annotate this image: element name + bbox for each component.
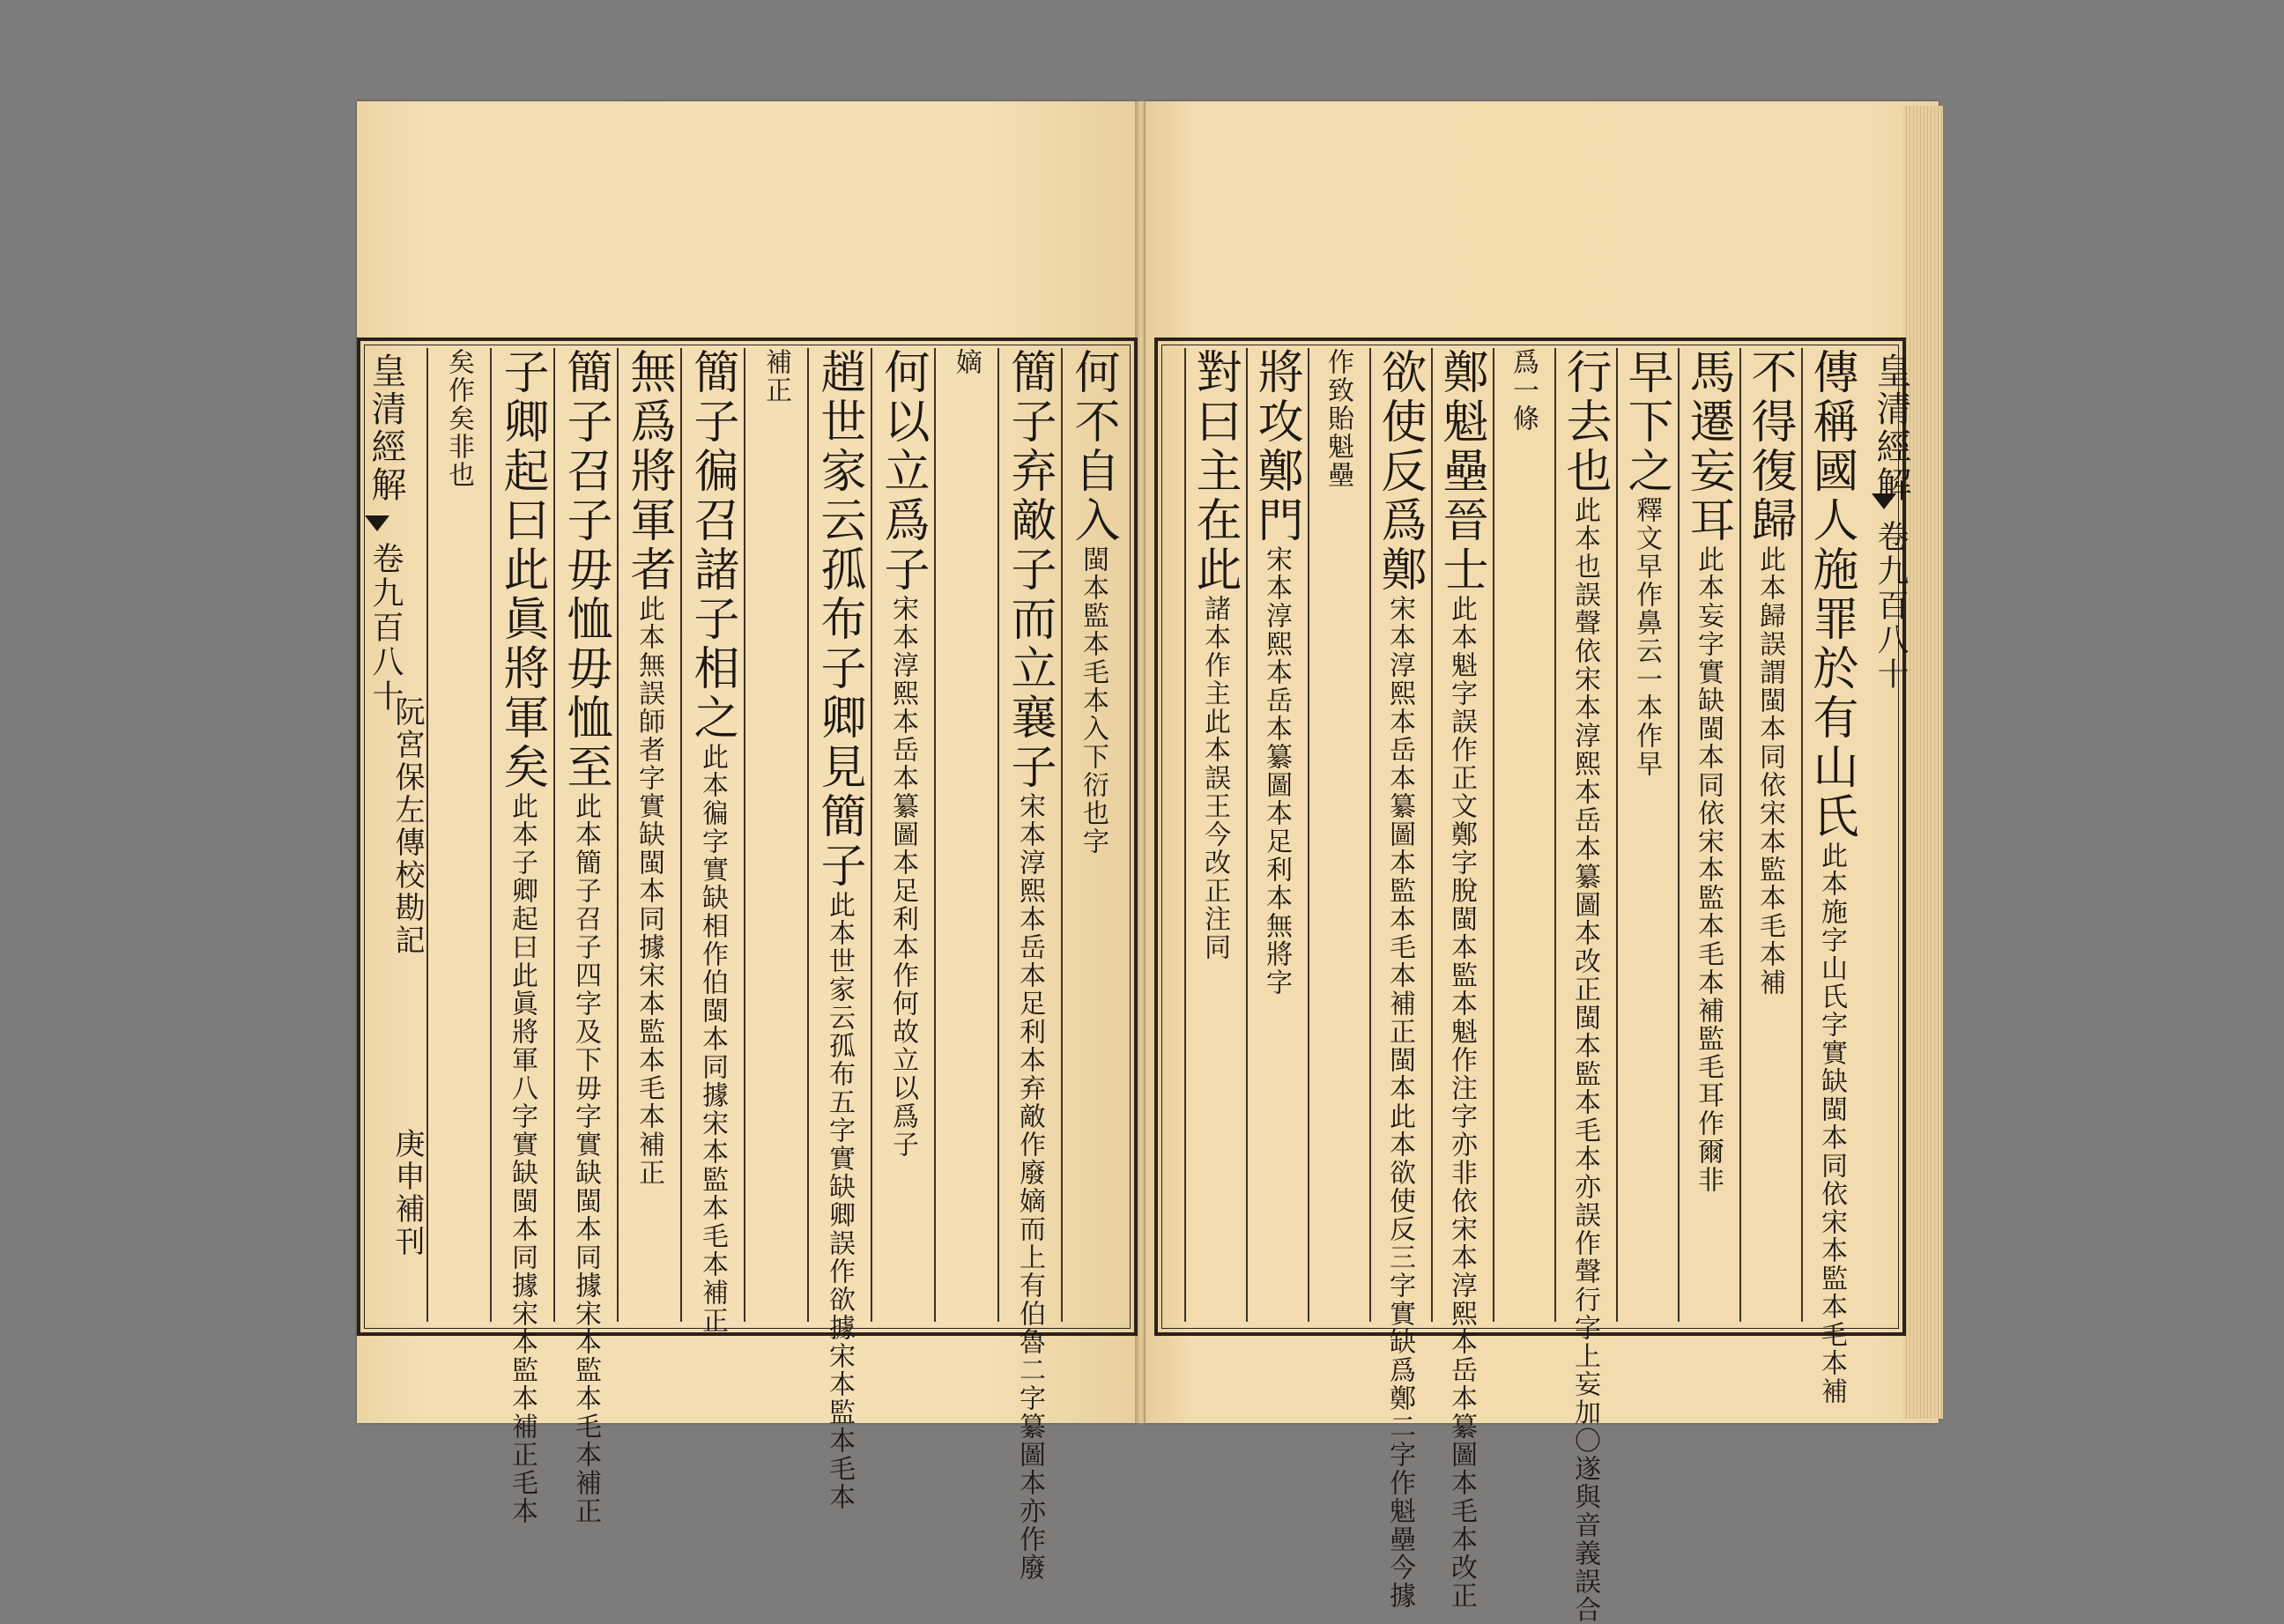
column-main-text: 無爲將軍者	[622, 348, 675, 595]
column-note-text: 宋本淳熙本岳本足利本弃敵作廢嫡而上有伯魯二字纂圖本亦作廢	[1014, 792, 1045, 1582]
left-margin-volume: 卷九百八十	[367, 542, 404, 714]
column-main-text: 行去也	[1558, 348, 1611, 496]
left-margin-footer: 庚申補刊	[389, 1128, 425, 1258]
text-column	[812, 348, 865, 1511]
right-margin-title: 皇清經解	[1871, 352, 1911, 504]
column-note-text: 釋文早作鼻云一本作早	[1631, 496, 1662, 778]
column-note-text: 此本魁字誤作正文鄭字脫閩本監本魁作注字亦非依宋本淳熙本岳本纂圖本毛本改正	[1446, 595, 1477, 1610]
column-rule	[1493, 348, 1494, 1322]
column-main-text: 早下之	[1620, 348, 1672, 496]
column-rule	[1678, 348, 1680, 1322]
column-rule	[934, 348, 936, 1322]
column-rule	[553, 348, 555, 1322]
column-rule	[1369, 348, 1371, 1322]
text-column	[876, 348, 929, 1322]
column-main-text: 簡子召子毋恤毋恤至	[559, 348, 612, 792]
column-note-text: 此本世家云孤布五字實缺卿誤作欲據宋本監本毛本	[824, 891, 855, 1511]
column-main-text: 欲使反爲鄭	[1373, 348, 1426, 595]
column-rule	[426, 348, 428, 1322]
column-rule	[1246, 348, 1248, 1322]
column-main-text: 對曰主在此	[1188, 348, 1241, 595]
column-note-text: 此本妄字實缺閩本同依宋本監本毛本補監毛耳作爾非	[1693, 545, 1724, 1194]
column-main-text: 子卿起曰此眞將軍矣	[495, 348, 548, 792]
column-main-text: 何不自入	[1066, 348, 1119, 545]
text-column	[1315, 348, 1361, 1322]
column-note-text: 嫡	[951, 348, 982, 376]
text-column	[495, 348, 548, 1525]
text-column	[435, 348, 481, 1322]
column-note-text: 爲一條	[1508, 348, 1539, 433]
text-column	[559, 348, 612, 1525]
column-main-text: 馬遷妄耳	[1681, 348, 1734, 545]
text-column	[1558, 348, 1611, 1624]
column-rule	[1554, 348, 1556, 1322]
column-note-text: 矣作矣非也	[443, 348, 474, 489]
column-main-text: 傳稱國人施罪於有山氏	[1805, 348, 1858, 842]
text-column	[1620, 348, 1672, 1322]
text-column	[1743, 348, 1796, 1322]
text-column	[686, 348, 738, 1335]
text-column	[1681, 348, 1734, 1322]
column-main-text: 簡子徧召諸子相之	[686, 348, 738, 743]
column-rule	[1801, 348, 1803, 1322]
text-column	[1373, 348, 1426, 1610]
column-note-text: 此本無誤師者字實缺閩本同據宋本監本毛本補正	[634, 595, 664, 1187]
text-column	[753, 348, 798, 1322]
column-note-text: 此本徧字實缺相作伯閩本同據宋本監本毛本補正	[697, 743, 728, 1335]
column-note-text: 此本歸誤謂閩本同依宋本監本毛本補	[1754, 545, 1785, 997]
right-margin-volume: 卷九百八十	[1872, 520, 1909, 692]
column-rule	[1061, 348, 1063, 1322]
column-rule	[744, 348, 745, 1322]
text-column	[1066, 348, 1119, 1322]
left-margin-title: 皇清經解	[366, 352, 406, 504]
text-column	[1805, 348, 1858, 1405]
column-rule	[997, 348, 999, 1322]
column-rule	[1739, 348, 1741, 1322]
column-note-text: 此本簡子召子四字及下毋字實缺閩本同據宋本監本毛本補正	[570, 792, 601, 1525]
text-column	[1435, 348, 1487, 1610]
column-note-text: 宋本淳熙本岳本纂圖本監本毛本補正閩本此本欲使反三字實缺爲鄭二字作魁壘今據	[1384, 595, 1415, 1610]
column-rule	[1308, 348, 1309, 1322]
page-edges	[1903, 106, 1943, 1419]
text-column	[1500, 348, 1546, 1322]
column-main-text: 何以立爲子	[876, 348, 929, 595]
column-main-text: 趙世家云孤布子卿見簡子	[812, 348, 865, 891]
column-rule	[1616, 348, 1618, 1322]
column-main-text: 鄭魁壘晉士	[1435, 348, 1487, 595]
column-rule	[490, 348, 492, 1322]
column-note-text: 作致貽魁壘	[1323, 348, 1353, 489]
column-rule	[680, 348, 682, 1322]
column-note-text: 此本施字山氏字實缺閩本同依宋本監本毛本補	[1816, 842, 1847, 1405]
column-rule	[617, 348, 619, 1322]
fish-tail-mark-left	[365, 515, 389, 531]
text-column	[943, 348, 989, 1322]
fish-tail-mark-right	[1872, 493, 1896, 509]
column-note-text: 宋本淳熙本岳本纂圖本足利本無將字	[1261, 545, 1292, 997]
column-note-text: 宋本淳熙本岳本纂圖本足利本作何故立以爲子	[887, 595, 918, 1159]
text-column	[1188, 348, 1241, 1322]
column-rule	[1431, 348, 1433, 1322]
column-note-text: 此本也誤聲依宋本淳熙本岳本纂圖本改正閩本監本毛本亦誤作聲行字上妄加〇遂與音義誤合	[1569, 496, 1600, 1624]
column-rule	[807, 348, 809, 1322]
column-note-text: 此本子卿起曰此眞將軍八字實缺閩本同據宋本監本補正毛本	[507, 792, 538, 1525]
column-rule	[871, 348, 872, 1322]
column-note-text: 諸本作主此本誤王今改正注同	[1199, 595, 1230, 961]
column-main-text: 不得復歸	[1743, 348, 1796, 545]
left-margin-author: 阮宮保左傳校勘記	[389, 696, 425, 957]
column-rule	[1184, 348, 1186, 1322]
text-column	[622, 348, 675, 1322]
column-note-text: 閩本監本毛本入下衍也字	[1078, 545, 1109, 856]
text-column	[1250, 348, 1302, 1322]
column-main-text: 簡子弃敵子而立襄子	[1003, 348, 1056, 792]
text-column	[1003, 348, 1056, 1582]
column-note-text: 補正	[760, 348, 791, 404]
column-main-text: 將攻鄭門	[1250, 348, 1302, 545]
